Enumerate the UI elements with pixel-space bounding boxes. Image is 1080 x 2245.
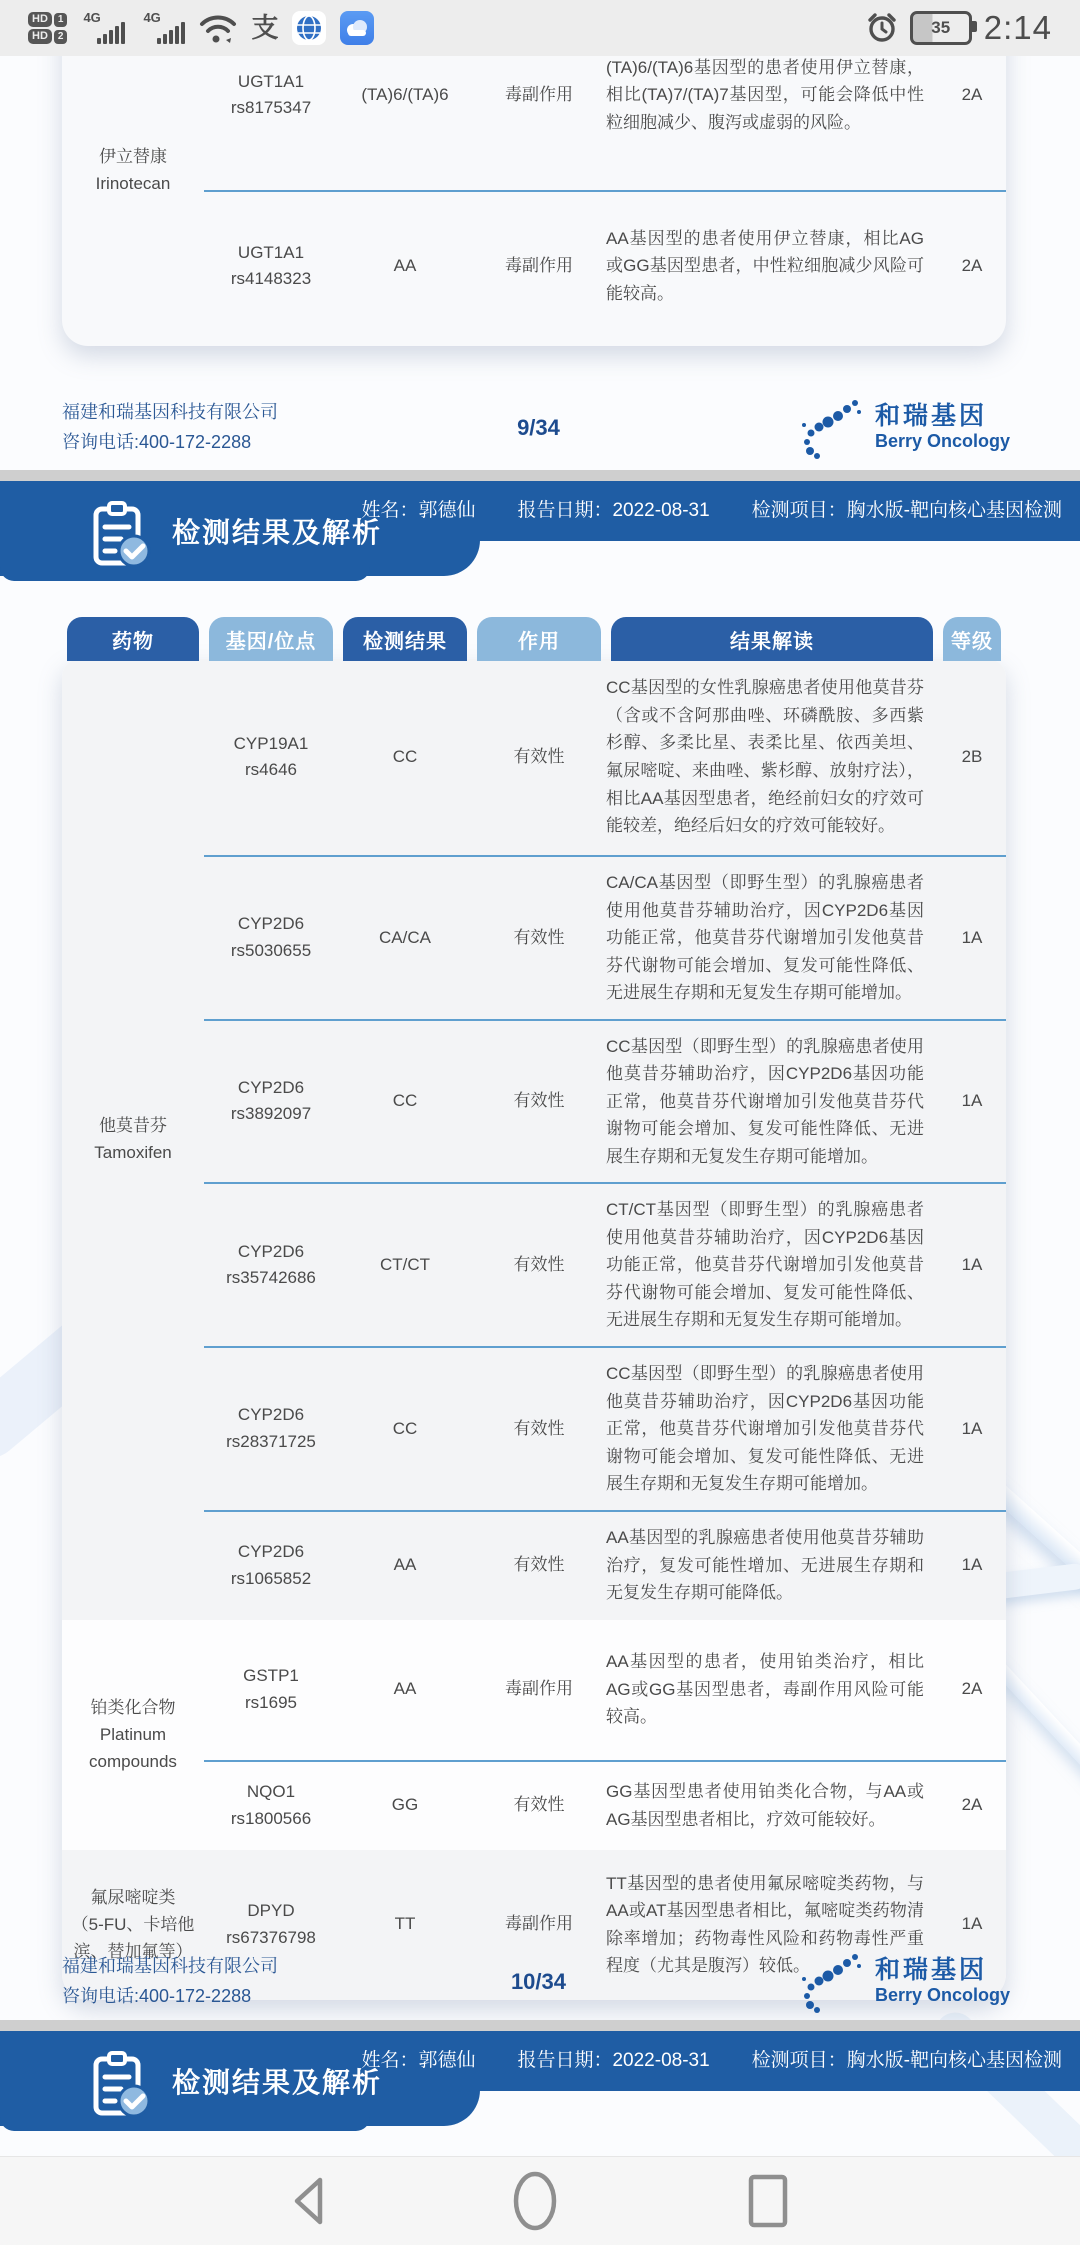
table-header-row (62, 617, 1006, 661)
effect-cell: 有效性 (513, 1795, 565, 1815)
column-header-grade: 等级 (943, 617, 1001, 661)
logo-dots-icon (799, 395, 865, 461)
drug-name-zh: 铂类化合物 (90, 1697, 176, 1717)
hd2-icon: HD (28, 29, 52, 44)
drug-name-sub: （5-FU、卡培他滨、替加氟等） (71, 1915, 195, 1962)
interpretation-cell: CC基因型（即野生型）的乳腺癌患者使用他莫昔芬辅助治疗，因CYP2D6基因功能正常，他莫昔芬代谢增加引发他莫昔芬代谢物可能会增加、复发可能性降低、无进展生存期和无复发生存期可能增加。 (606, 1363, 924, 1494)
grade-cell: 1A (961, 1418, 983, 1438)
section-band (0, 2031, 1080, 2098)
page-number: 9/34 (517, 415, 560, 440)
browser-globe-icon (292, 11, 326, 45)
pdf-page-separator (0, 2020, 1080, 2031)
battery-icon (910, 11, 972, 45)
gene-name: UGT1A1 (237, 242, 305, 262)
grade-cell: 2B (961, 746, 983, 766)
section-title: 检测结果及解析 (172, 2067, 383, 2098)
table-row (204, 1346, 1006, 1510)
logo-text-en: Berry Oncology (874, 1984, 1010, 2005)
table-row (204, 855, 1006, 1019)
column-header-drug: 药物 (67, 617, 199, 661)
table-row (204, 1760, 1006, 1850)
hd1-icon: HD (28, 12, 52, 27)
gene-locus-cell (204, 1898, 338, 1951)
gene-name: CYP19A1 (233, 733, 309, 753)
hd-voice-badges: HD 1 HD 2 (28, 12, 67, 44)
gene-name: CYP2D6 (237, 1078, 305, 1098)
column-header-gene: 基因/位点 (209, 617, 333, 661)
interpretation-cell: CA/CA基因型（即野生型）的乳腺癌患者使用他莫昔芬辅助治疗，因CYP2D6基因功能正常，他莫昔芬代谢增加引发他莫昔芬代谢物可能会增加、复发可能性降低、无进展生存期和无复发生存期可能增加。 (606, 873, 924, 1003)
rsid: rs28371725 (226, 1431, 316, 1451)
grade-cell: 2A (961, 1795, 983, 1815)
rsid: rs1800566 (230, 1808, 312, 1828)
status-time: 2:14 (983, 9, 1052, 46)
column-header-interpretation: 结果解读 (611, 617, 933, 661)
signal-strength-icon-1: 4G (97, 12, 125, 44)
interpretation-cell: CC基因型的女性乳腺癌患者使用他莫昔芬（含或不含阿那曲唑、环磷酰胺、多西紫杉醇、多柔比星、表柔比星、依西美坦、氟尿嘧啶、来曲唑、紫杉醇、放射疗法），相比AA基因型患者，绝经前妇女的疗效可能较差，绝经后妇女的疗效可能较好。 (606, 678, 924, 836)
gene-name: UGT1A1 (237, 71, 305, 91)
gene-locus-cell (204, 69, 338, 122)
result-cell: AA (393, 1555, 417, 1575)
effect-cell: 有效性 (513, 1418, 565, 1438)
table-row (204, 190, 1006, 340)
effect-cell: 毒副作用 (505, 84, 573, 104)
gene-locus-cell (204, 731, 338, 784)
nav-recents-button[interactable] (746, 2172, 790, 2230)
gene-name: CYP2D6 (237, 914, 305, 934)
result-cell: TT (394, 1914, 416, 1934)
result-cell: (TA)6/(TA)6 (361, 84, 449, 104)
signal-strength-icon-2: 4G (157, 12, 185, 44)
page-footer (62, 1946, 1010, 2018)
section-title: 检测结果及解析 (172, 517, 383, 548)
page-footer (62, 392, 1010, 464)
logo-dots-icon (799, 1949, 865, 2015)
effect-cell: 有效性 (513, 1254, 565, 1274)
status-bar (0, 0, 1080, 56)
report-date: 报告日期：2022-08-31 (517, 500, 710, 521)
rsid: rs5030655 (230, 940, 312, 960)
report-table-card-page10 (62, 659, 1006, 2000)
interpretation-cell: CC基因型（即野生型）的乳腺癌患者使用他莫昔芬辅助治疗，因CYP2D6基因功能正常，他莫昔芬代谢增加引发他莫昔芬代谢物可能会增加、复发可能性降低、无进展生存期和无复发生存期可能增加。 (606, 1036, 924, 1166)
interpretation-cell: TT基因型的患者使用氟尿嘧啶类药物，与AA或AT基因型患者相比，氟嘧啶类药物清除率增加；药物毒性风险和药物毒性严重程度（尤其是腹泻）较低。 (606, 1873, 924, 1976)
rsid: rs1695 (245, 1692, 297, 1712)
company-phone: 咨询电话:400-172-2288 (62, 1986, 252, 2006)
interpretation-cell: AA基因型的患者，使用铂类治疗，相比AG或GG基因型患者，毒副作用风险可能较高。 (606, 1652, 924, 1727)
gene-locus-cell (204, 1779, 338, 1832)
drug-name-en: Tamoxifen (94, 1143, 172, 1163)
result-cell: CT/CT (379, 1254, 431, 1274)
gene-locus-cell (204, 1663, 338, 1716)
berry-oncology-logo (799, 395, 1010, 461)
gene-locus-cell (204, 240, 338, 293)
result-cell: CC (392, 746, 418, 766)
clipboard-check-icon (88, 501, 154, 571)
gene-name: DPYD (247, 1901, 295, 1921)
rsid: rs4646 (245, 760, 297, 779)
nav-home-button[interactable] (510, 2170, 560, 2232)
column-header-effect: 作用 (477, 617, 601, 661)
grade-cell: 2A (961, 84, 983, 104)
result-cell: AA (393, 255, 417, 275)
rsid: rs67376798 (226, 1927, 316, 1947)
alarm-icon (866, 12, 898, 44)
grade-cell: 1A (961, 1254, 983, 1274)
company-name: 福建和瑞基因科技有限公司 (62, 1956, 278, 1977)
interpretation-cell: GG基因型患者使用铂类化合物，与AA或AG基因型患者相比，疗效可能较好。 (606, 1782, 924, 1829)
effect-cell: 有效性 (513, 927, 565, 947)
gene-locus-cell (204, 1539, 338, 1592)
result-cell: CC (392, 1418, 418, 1438)
interpretation-cell: AA基因型的患者使用伊立替康，相比AG或GG基因型患者，中性粒细胞减少风险可能较高。 (606, 228, 924, 303)
test-project: 检测项目：胸水版-靶向核心基因检测 (751, 2050, 1062, 2071)
drug-name-zh: 伊立替康 (99, 146, 167, 166)
table-row (204, 1510, 1006, 1620)
effect-cell: 毒副作用 (505, 1914, 573, 1934)
drug-name-cell (62, 1620, 204, 1850)
company-name: 福建和瑞基因科技有限公司 (62, 402, 278, 423)
table-row (204, 1019, 1006, 1183)
rsid: rs3892097 (230, 1104, 312, 1124)
pdf-page-separator (0, 470, 1080, 481)
berry-oncology-logo (799, 1949, 1010, 2015)
gene-locus-cell (204, 911, 338, 964)
rsid: rs8175347 (230, 98, 312, 117)
nav-back-button[interactable] (290, 2176, 324, 2226)
drug-name-zh: 他莫昔芬 (99, 1116, 167, 1136)
wifi-icon (199, 13, 237, 43)
company-phone: 咨询电话:400-172-2288 (62, 432, 252, 452)
android-nav-bar (0, 2156, 1080, 2245)
effect-cell: 有效性 (513, 746, 565, 766)
clipboard-check-icon (88, 2051, 154, 2121)
drug-name-zh: 氟尿嘧啶类 (90, 1887, 176, 1907)
grade-cell: 2A (961, 255, 983, 275)
effect-cell: 毒副作用 (505, 255, 573, 275)
result-cell: GG (391, 1795, 419, 1815)
battery-level: 35 (931, 18, 951, 37)
patient-name: 姓名：郭德仙 (361, 2050, 476, 2071)
drug-group-platinum (62, 1620, 1006, 1850)
gene-name: GSTP1 (243, 1666, 299, 1686)
table-row (204, 1620, 1006, 1760)
interpretation-cell: CT/CT基因型（即野生型）的乳腺癌患者使用他莫昔芬辅助治疗，因CYP2D6基因功能正常，他莫昔芬代谢增加引发他莫昔芬代谢物可能会增加、复发可能性降低、无进展生存期和无复发生存期可能增加。 (606, 1200, 924, 1330)
rsid: rs35742686 (226, 1268, 316, 1288)
gene-name: CYP2D6 (237, 1405, 305, 1425)
grade-cell: 1A (961, 1555, 983, 1575)
drug-name-en: Irinotecan (95, 174, 171, 193)
drug-group-tamoxifen (62, 659, 1006, 1620)
result-cell: AA (393, 1679, 417, 1699)
interpretation-cell: AA基因型的乳腺癌患者使用他莫昔芬辅助治疗，复发可能性增加、无进展生存期和无复发生存期可能降低。 (606, 1528, 924, 1603)
alipay-icon: 支 (251, 12, 279, 43)
drug-name-en: Platinum compounds (89, 1725, 177, 1772)
grade-cell: 1A (961, 927, 983, 947)
gene-name: CYP2D6 (237, 1241, 305, 1261)
grade-cell: 1A (961, 1091, 983, 1111)
test-project: 检测项目：胸水版-靶向核心基因检测 (751, 500, 1062, 521)
result-cell: CC (392, 1091, 418, 1111)
gene-name: NQO1 (246, 1782, 296, 1802)
rsid: rs4148323 (230, 269, 312, 288)
table-row (204, 1182, 1006, 1346)
page-number: 10/34 (510, 1969, 566, 1994)
gene-locus-cell (204, 1075, 338, 1128)
report-date: 报告日期：2022-08-31 (517, 2050, 710, 2071)
effect-cell: 有效性 (513, 1091, 565, 1111)
section-band (0, 481, 1080, 548)
rsid: rs1065852 (230, 1568, 312, 1588)
effect-cell: 毒副作用 (505, 1679, 573, 1699)
grade-cell: 1A (961, 1914, 983, 1934)
grade-cell: 2A (961, 1679, 983, 1699)
result-cell: CA/CA (379, 927, 431, 947)
column-header-result: 检测结果 (343, 617, 467, 661)
gene-locus-cell (204, 1402, 338, 1455)
logo-text-zh: 和瑞基因 (874, 402, 987, 431)
logo-text-en: Berry Oncology (874, 430, 1010, 451)
table-row (204, 659, 1006, 855)
patient-name: 姓名：郭德仙 (361, 500, 476, 521)
interpretation-cell: (TA)6/(TA)6基因型的患者使用伊立替康，相比(TA)7/(TA)7基因型，可能会降低中性粒细胞减少、腹泻或虚弱的风险。 (606, 57, 924, 132)
gene-name: CYP2D6 (237, 1542, 305, 1562)
cloud-app-icon (340, 11, 374, 45)
effect-cell: 有效性 (513, 1555, 565, 1575)
logo-text-zh: 和瑞基因 (874, 1956, 987, 1985)
drug-name-cell (62, 659, 204, 1620)
gene-locus-cell (204, 1239, 338, 1292)
